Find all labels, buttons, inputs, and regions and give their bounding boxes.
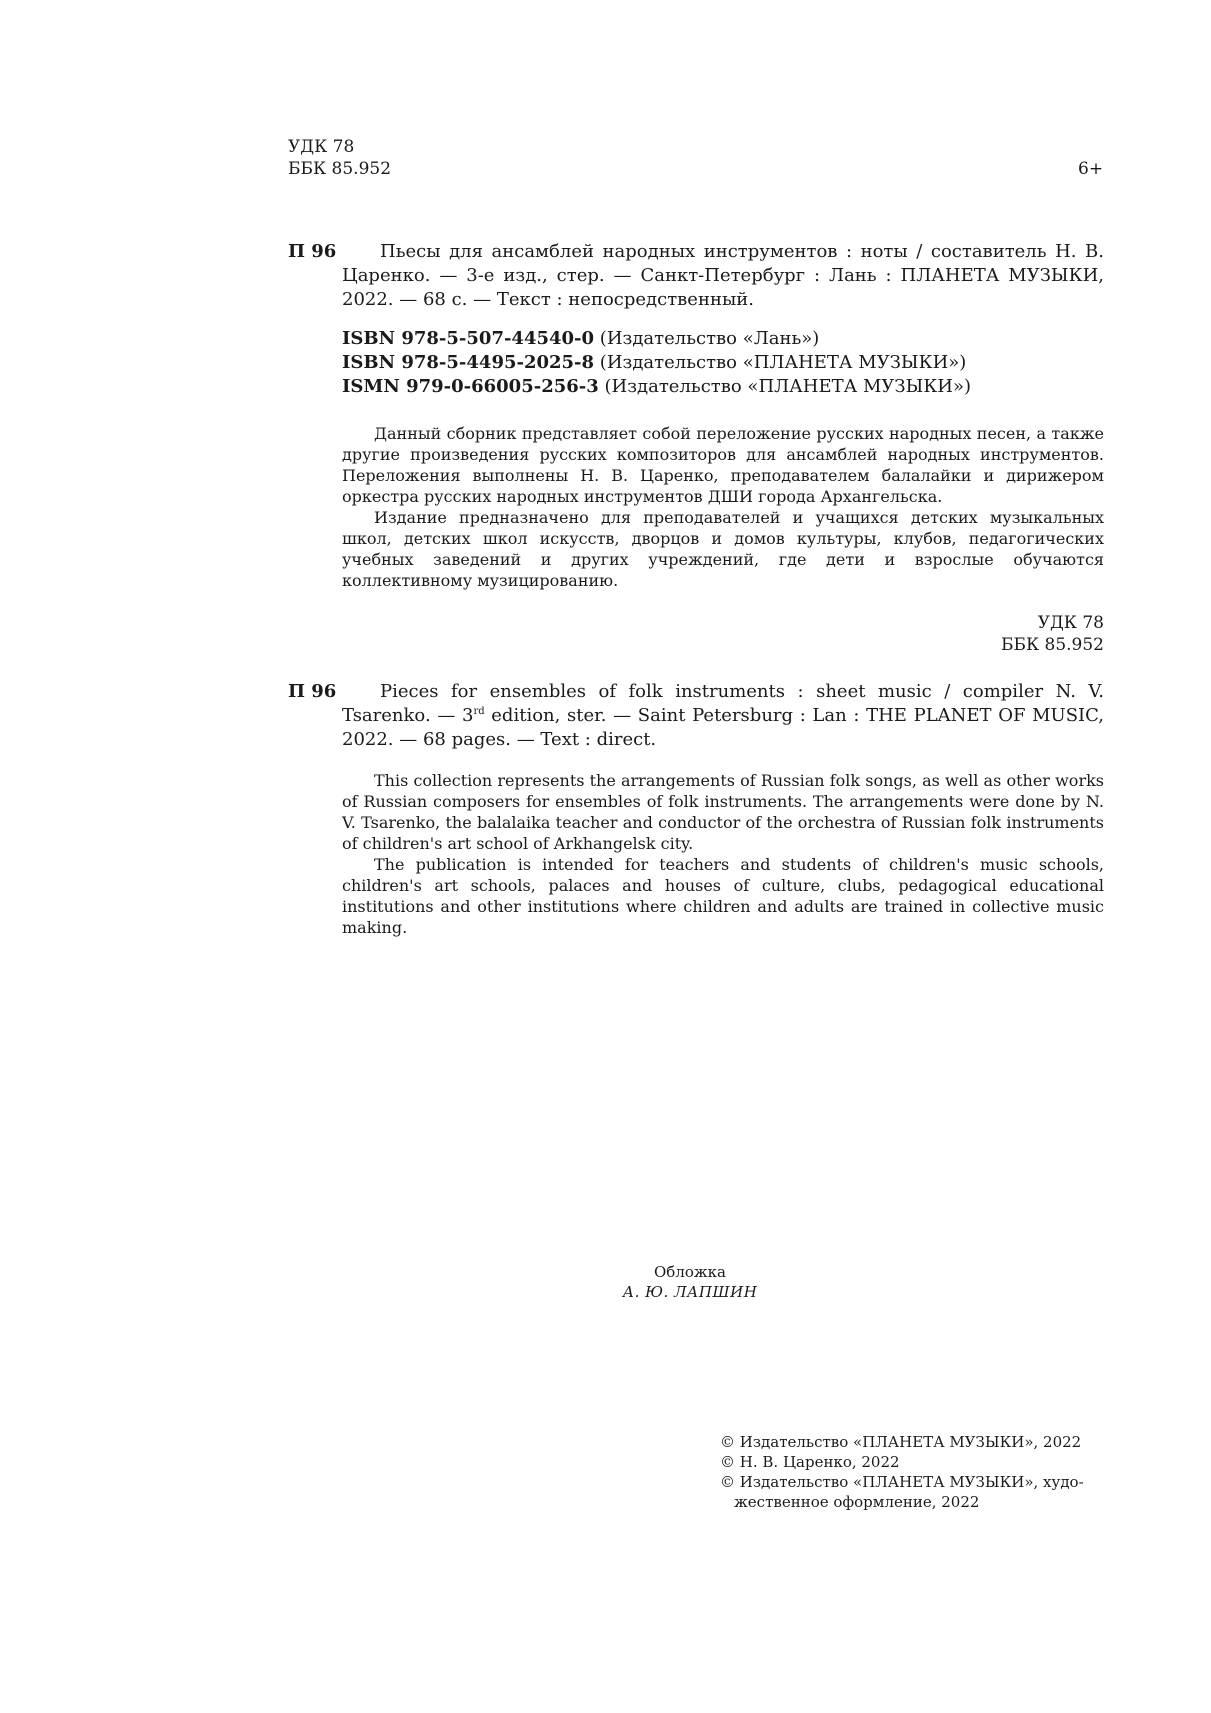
en-entry-text <box>342 680 1104 752</box>
ru-entry-text: Пьесы для ансамблей народных инструментов : ноты / составитель Н. В. Царенко. — 3-е изд., стер. — Санкт-Петербург : Лань : ПЛАНЕТА МУЗЫКИ, 2022. — 68 с. — Текст : непосредственный. <box>342 241 1104 310</box>
header-classification <box>288 136 391 180</box>
isbn-line <box>342 327 1102 351</box>
en-bibliographic-entry <box>288 680 1104 752</box>
copyright-line: жественное оформление, 2022 <box>734 1493 980 1511</box>
copyright-line: © Н. В. Царенко, 2022 <box>720 1453 900 1471</box>
ru-annotation <box>342 423 1104 591</box>
en-entry-text-part: edition, ster. — Saint Petersburg : Lan : THE PLANET OF MUSIC, 2022. — 68 pages. — Text : direct. <box>342 705 1104 750</box>
annotation-classification <box>900 612 1104 656</box>
author-mark: П 96 <box>288 241 337 262</box>
bbk-code: ББК 85.952 <box>288 159 392 179</box>
ru-annotation-paragraph: Издание предназначено для преподавателей и учащихся детских музыкальных школ, детских школ искусств, дворцов и домов культуры, клубов, педагогических учебных заведений и других учреждений, где дети и взрослые обучаются коллективному музицированию. <box>342 508 1104 590</box>
cover-credit <box>560 1262 820 1302</box>
copyright-line: © Издательство «ПЛАНЕТА МУЗЫКИ», худо- <box>720 1473 1084 1491</box>
ordinal-suffix: rd <box>473 706 485 717</box>
en-annotation-paragraph: The publication is intended for teachers and students of children's music schools, children's art schools, palaces and houses of culture, clubs, pedagogical educational institutions and other institutions where children and adults are trained in collective music making. <box>342 855 1104 937</box>
isbn-number: ISBN 978-5-507-44540-0 <box>342 328 595 349</box>
isbn-publisher: (Издательство «ПЛАНЕТА МУЗЫКИ») <box>599 352 967 373</box>
copyright-line: © Издательство «ПЛАНЕТА МУЗЫКИ», 2022 <box>720 1433 1082 1451</box>
isbn-line <box>342 375 1102 399</box>
ru-bibliographic-entry <box>288 240 1104 312</box>
ismn-number: ISMN 979-0-66005-256-3 <box>342 376 599 397</box>
copyright-block <box>720 1432 1110 1512</box>
isbn-line <box>342 351 1102 375</box>
en-annotation <box>342 770 1104 938</box>
udc-code: УДК 78 <box>288 137 355 157</box>
cover-label: Обложка <box>653 1263 726 1281</box>
ru-annotation-paragraph: Данный сборник представляет собой переложение русских народных песен, а также другие произведения русских композиторов для ансамблей народных инструментов. Переложения выполнены Н. В. Царенко, преподавателем балалайки и дирижером оркестра русских народных инструментов ДШИ города Архангельска. <box>342 424 1104 506</box>
udc-code: УДК 78 <box>1037 613 1104 633</box>
isbn-publisher: (Издательство «ПЛАНЕТА МУЗЫКИ») <box>604 376 972 397</box>
author-mark: П 96 <box>288 681 337 702</box>
en-entry-text-part: Pieces for ensembles of folk instruments : sheet music / compiler N. V. Tsarenko. — 3 <box>342 681 1104 726</box>
isbn-number: ISBN 978-5-4495-2025-8 <box>342 352 595 373</box>
isbn-publisher: (Издательство «Лань») <box>599 328 820 349</box>
en-annotation-paragraph: This collection represents the arrangements of Russian folk songs, as well as other works of Russian composers for ensembles of folk instruments. The arrangements were done by N. V. Tsarenko, the balalaika teacher and conductor of the orchestra of Russian folk instruments of children's art school of Arkhangelsk city. <box>342 771 1104 853</box>
bbk-code: ББК 85.952 <box>1000 635 1104 655</box>
age-rating: 6+ <box>1078 159 1104 179</box>
isbn-list <box>342 327 1102 399</box>
cover-author: А. Ю. ЛАПШИН <box>622 1283 758 1301</box>
